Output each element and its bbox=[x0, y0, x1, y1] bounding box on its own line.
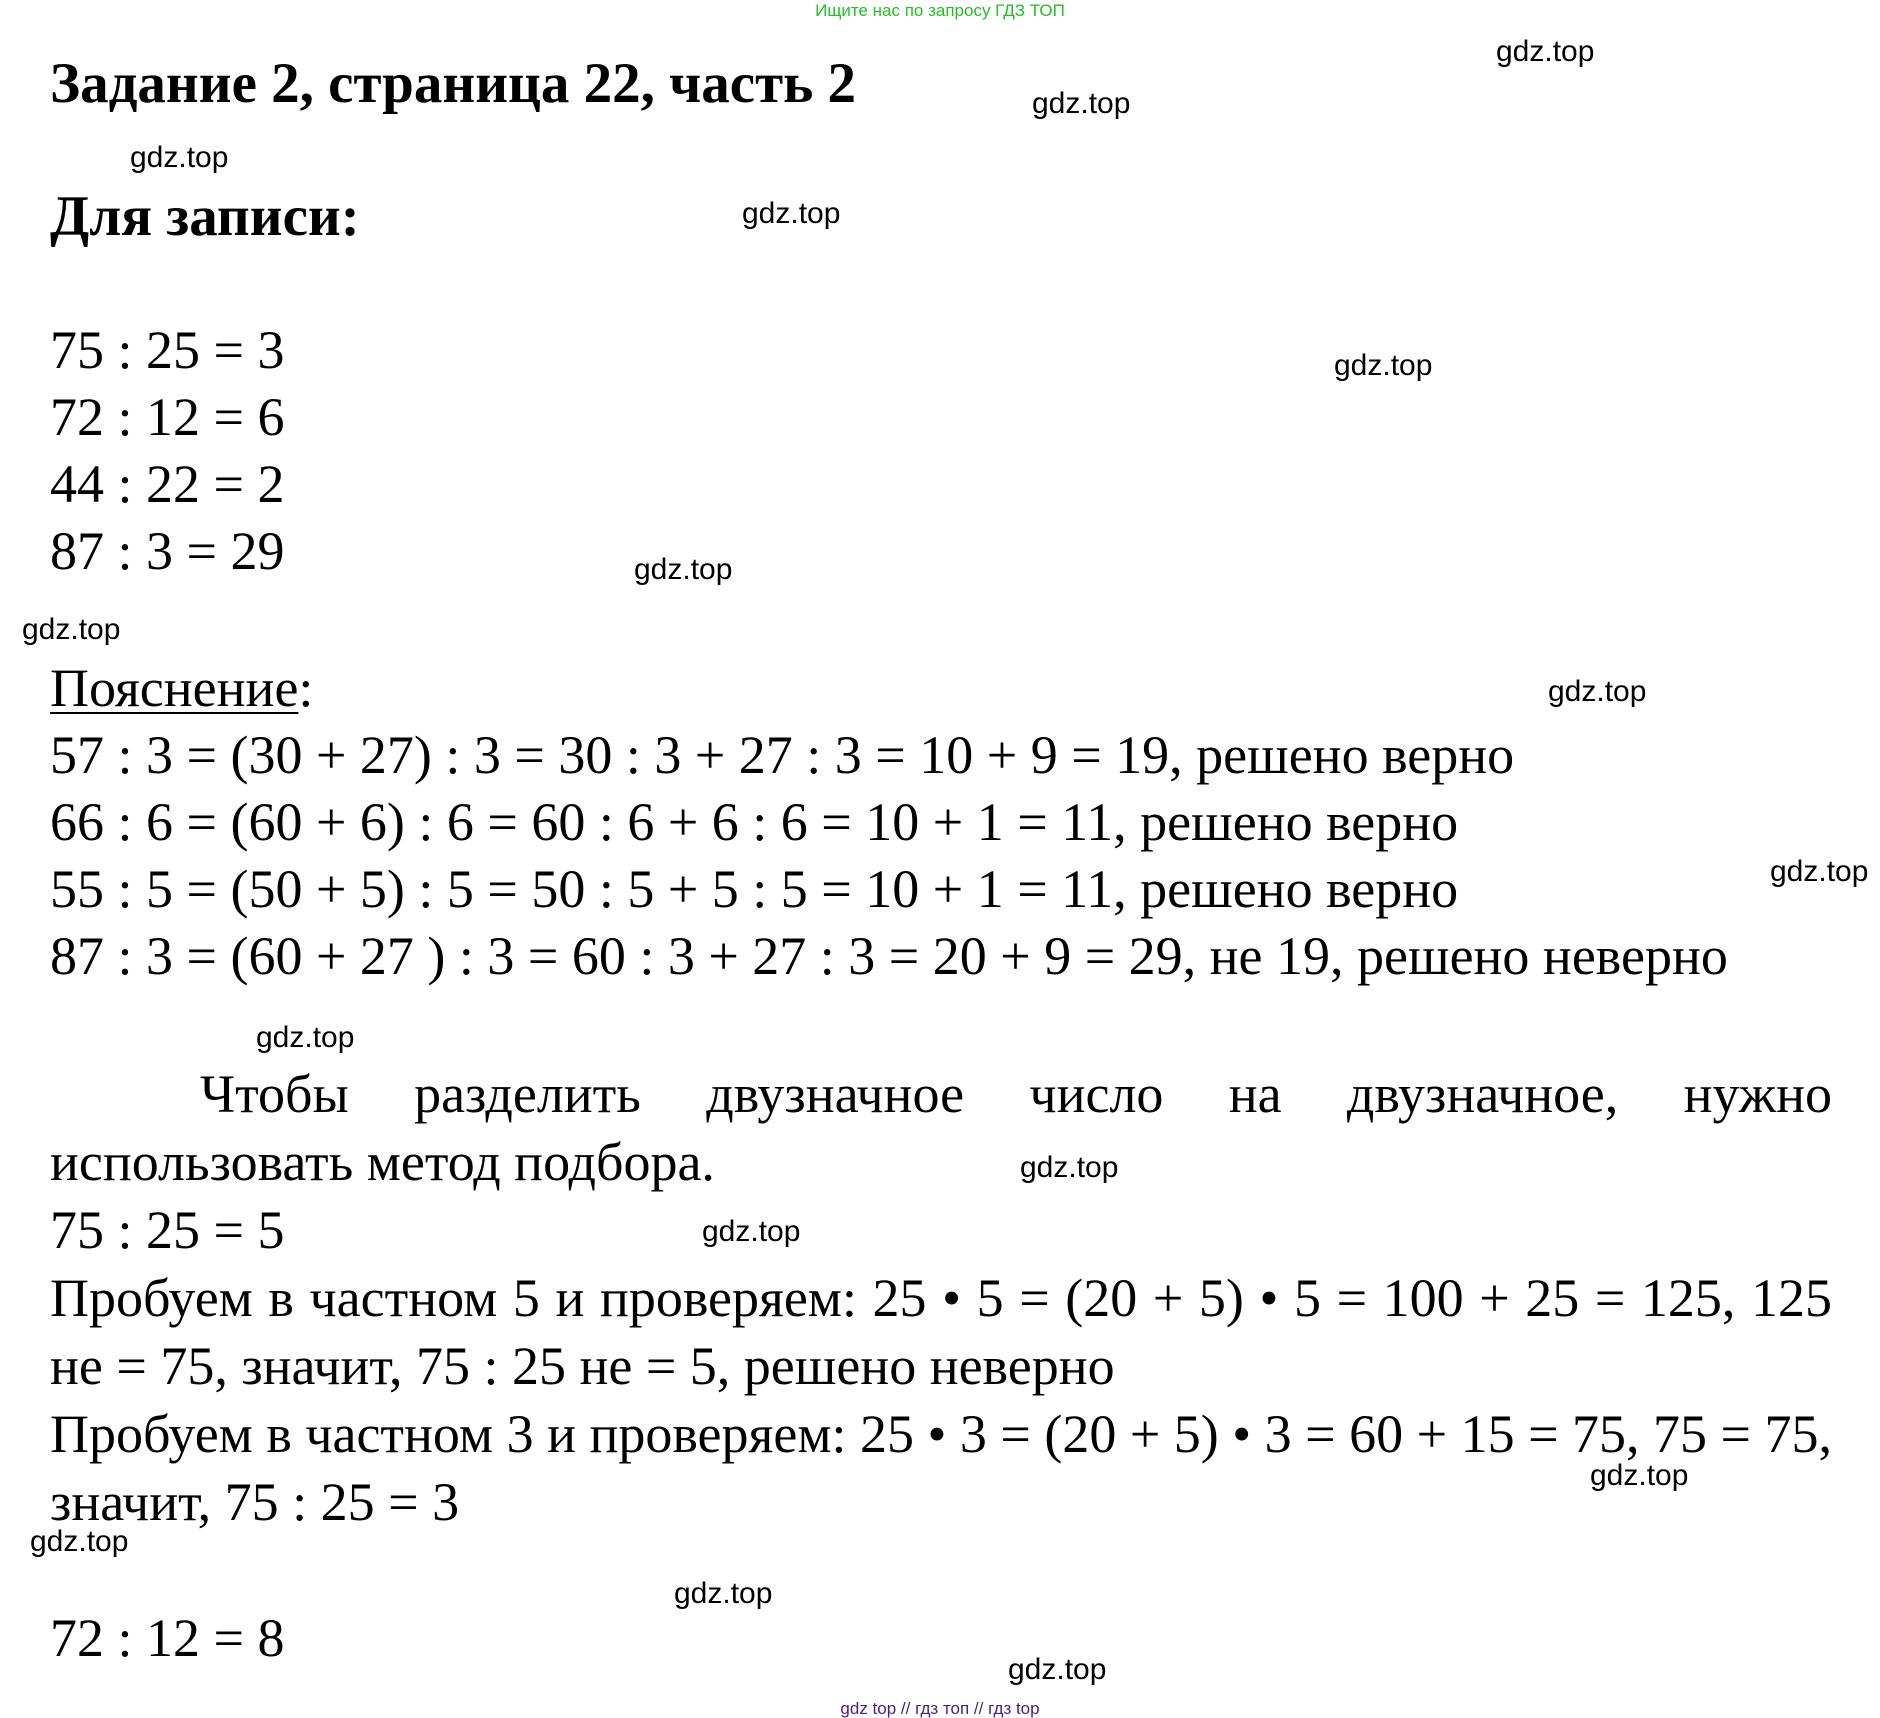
footer-note: gdz top // гдз топ // гдз top bbox=[840, 1699, 1040, 1718]
explanation-line: 87 : 3 = (60 + 27 ) : 3 = 60 : 3 + 27 : 3 = 20 + 9 = 29, не 19, решено неверно bbox=[50, 926, 1728, 986]
watermark-text: gdz.top bbox=[1496, 35, 1595, 68]
explanation-line: 57 : 3 = (30 + 27) : 3 = 30 : 3 + 27 : 3 = 10 + 9 = 19, решено верно bbox=[50, 725, 1515, 785]
watermark-text: gdz.top bbox=[702, 1215, 801, 1248]
record-line: 44 : 22 = 2 bbox=[50, 454, 285, 514]
explanation-line: 66 : 6 = (60 + 6) : 6 = 60 : 6 + 6 : 6 = 10 + 1 = 11, решено верно bbox=[50, 792, 1459, 852]
watermark-text: gdz.top bbox=[256, 1021, 355, 1054]
watermark-text: gdz.top bbox=[634, 553, 733, 586]
watermark-text: gdz.top bbox=[1032, 87, 1131, 120]
header-note: Ищите нас по запросу ГДЗ ТОП bbox=[815, 1, 1065, 20]
watermark-text: gdz.top bbox=[1020, 1151, 1119, 1184]
record-line: 87 : 3 = 29 bbox=[50, 521, 285, 581]
trial-attempt-2: Пробуем в частном 3 и проверяем: 25 • 3 = (20 + 5) • 3 = 60 + 15 = 75, 75 = 75, значит, 75 : 25 = 3 bbox=[50, 1404, 1832, 1532]
record-line: 72 : 12 = 6 bbox=[50, 387, 285, 447]
method-paragraph: Чтобы разделить двузначное число на двузначное, нужно использовать метод подбора. bbox=[50, 1064, 1832, 1192]
watermark-text: gdz.top bbox=[30, 1525, 129, 1558]
explanation-colon: : bbox=[298, 658, 314, 718]
page-title: Задание 2, страница 22, часть 2 bbox=[50, 52, 856, 115]
section-heading-records: Для записи: bbox=[50, 185, 360, 248]
explanation-line: 55 : 5 = (50 + 5) : 5 = 50 : 5 + 5 : 5 = 10 + 1 = 11, решено верно bbox=[50, 859, 1459, 919]
watermark-text: gdz.top bbox=[742, 197, 841, 230]
watermark-text: gdz.top bbox=[22, 613, 121, 646]
watermark-text: gdz.top bbox=[1008, 1653, 1107, 1686]
trial-attempt-1: Пробуем в частном 5 и проверяем: 25 • 5 = (20 + 5) • 5 = 100 + 25 = 125, 125 не = 75, значит, 75 : 25 не = 5, решено неверно bbox=[50, 1268, 1832, 1396]
trial-equation: 75 : 25 = 5 bbox=[50, 1200, 285, 1260]
watermark-text: gdz.top bbox=[1590, 1459, 1689, 1492]
watermark-text: gdz.top bbox=[130, 141, 229, 174]
watermark-text: gdz.top bbox=[1334, 349, 1433, 382]
watermark-text: gdz.top bbox=[674, 1577, 773, 1610]
watermark-text: gdz.top bbox=[1770, 855, 1869, 888]
record-line: 75 : 25 = 3 bbox=[50, 320, 285, 380]
last-equation: 72 : 12 = 8 bbox=[50, 1608, 285, 1668]
explanation-heading bbox=[50, 656, 313, 720]
watermark-text: gdz.top bbox=[1548, 675, 1647, 708]
explanation-label: Пояснение bbox=[50, 658, 299, 718]
